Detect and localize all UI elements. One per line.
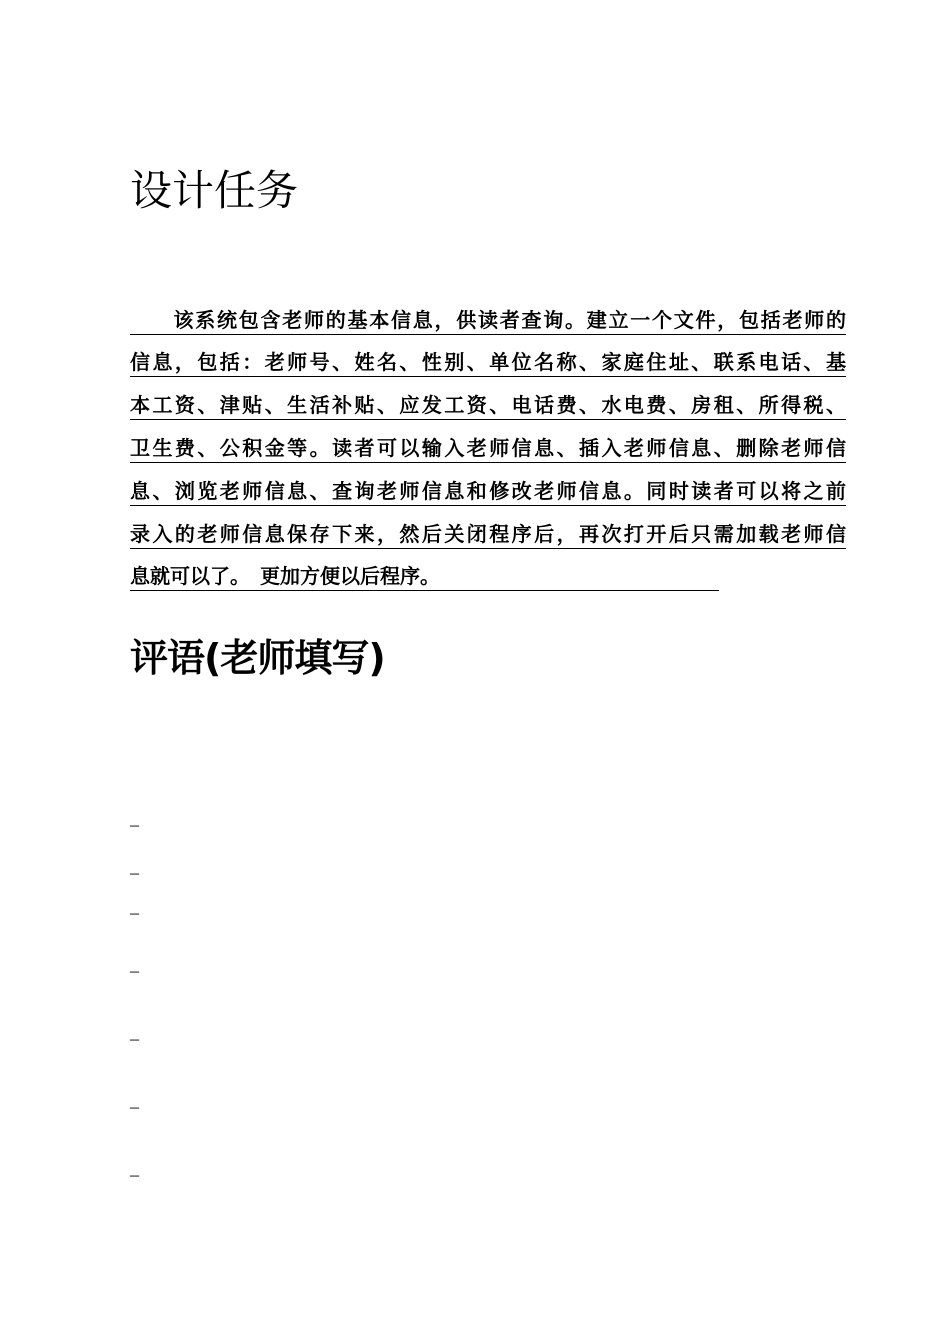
design-task-heading: 设计任务 xyxy=(130,166,299,215)
blank-line-mark: _ xyxy=(130,1022,139,1042)
paragraph-line: 信息，包括：老师号、姓名、性别、单位名称、家庭住址、联系电话、基 xyxy=(130,348,846,377)
comment-heading: 评语(老师填写) xyxy=(130,636,385,680)
paragraph-line: 息、浏览老师信息、查询老师信息和修改老师信息。同时读者可以将之前 xyxy=(130,477,846,506)
blank-line-mark: _ xyxy=(130,808,139,828)
paragraph-line: 录入的老师信息保存下来，然后关闭程序后，再次打开后只需加载老师信 xyxy=(130,520,846,549)
blank-line-mark: _ xyxy=(130,896,139,916)
paragraph-line: 卫生费、公积金等。读者可以输入老师信息、插入老师信息、删除老师信 xyxy=(130,434,846,463)
blank-line-mark: _ xyxy=(130,1158,139,1178)
paragraph-line: 该系统包含老师的基本信息，供读者查询。建立一个文件，包括老师的 xyxy=(130,306,846,335)
blank-line-mark: _ xyxy=(130,856,139,876)
paragraph-line: 息就可以了。 更加方便以后程序。 xyxy=(130,562,719,591)
blank-line-mark: _ xyxy=(130,1090,139,1110)
blank-line-mark: _ xyxy=(130,954,139,974)
paragraph-line: 本工资、津贴、生活补贴、应发工资、电话费、水电费、房租、所得税、 xyxy=(130,391,846,420)
